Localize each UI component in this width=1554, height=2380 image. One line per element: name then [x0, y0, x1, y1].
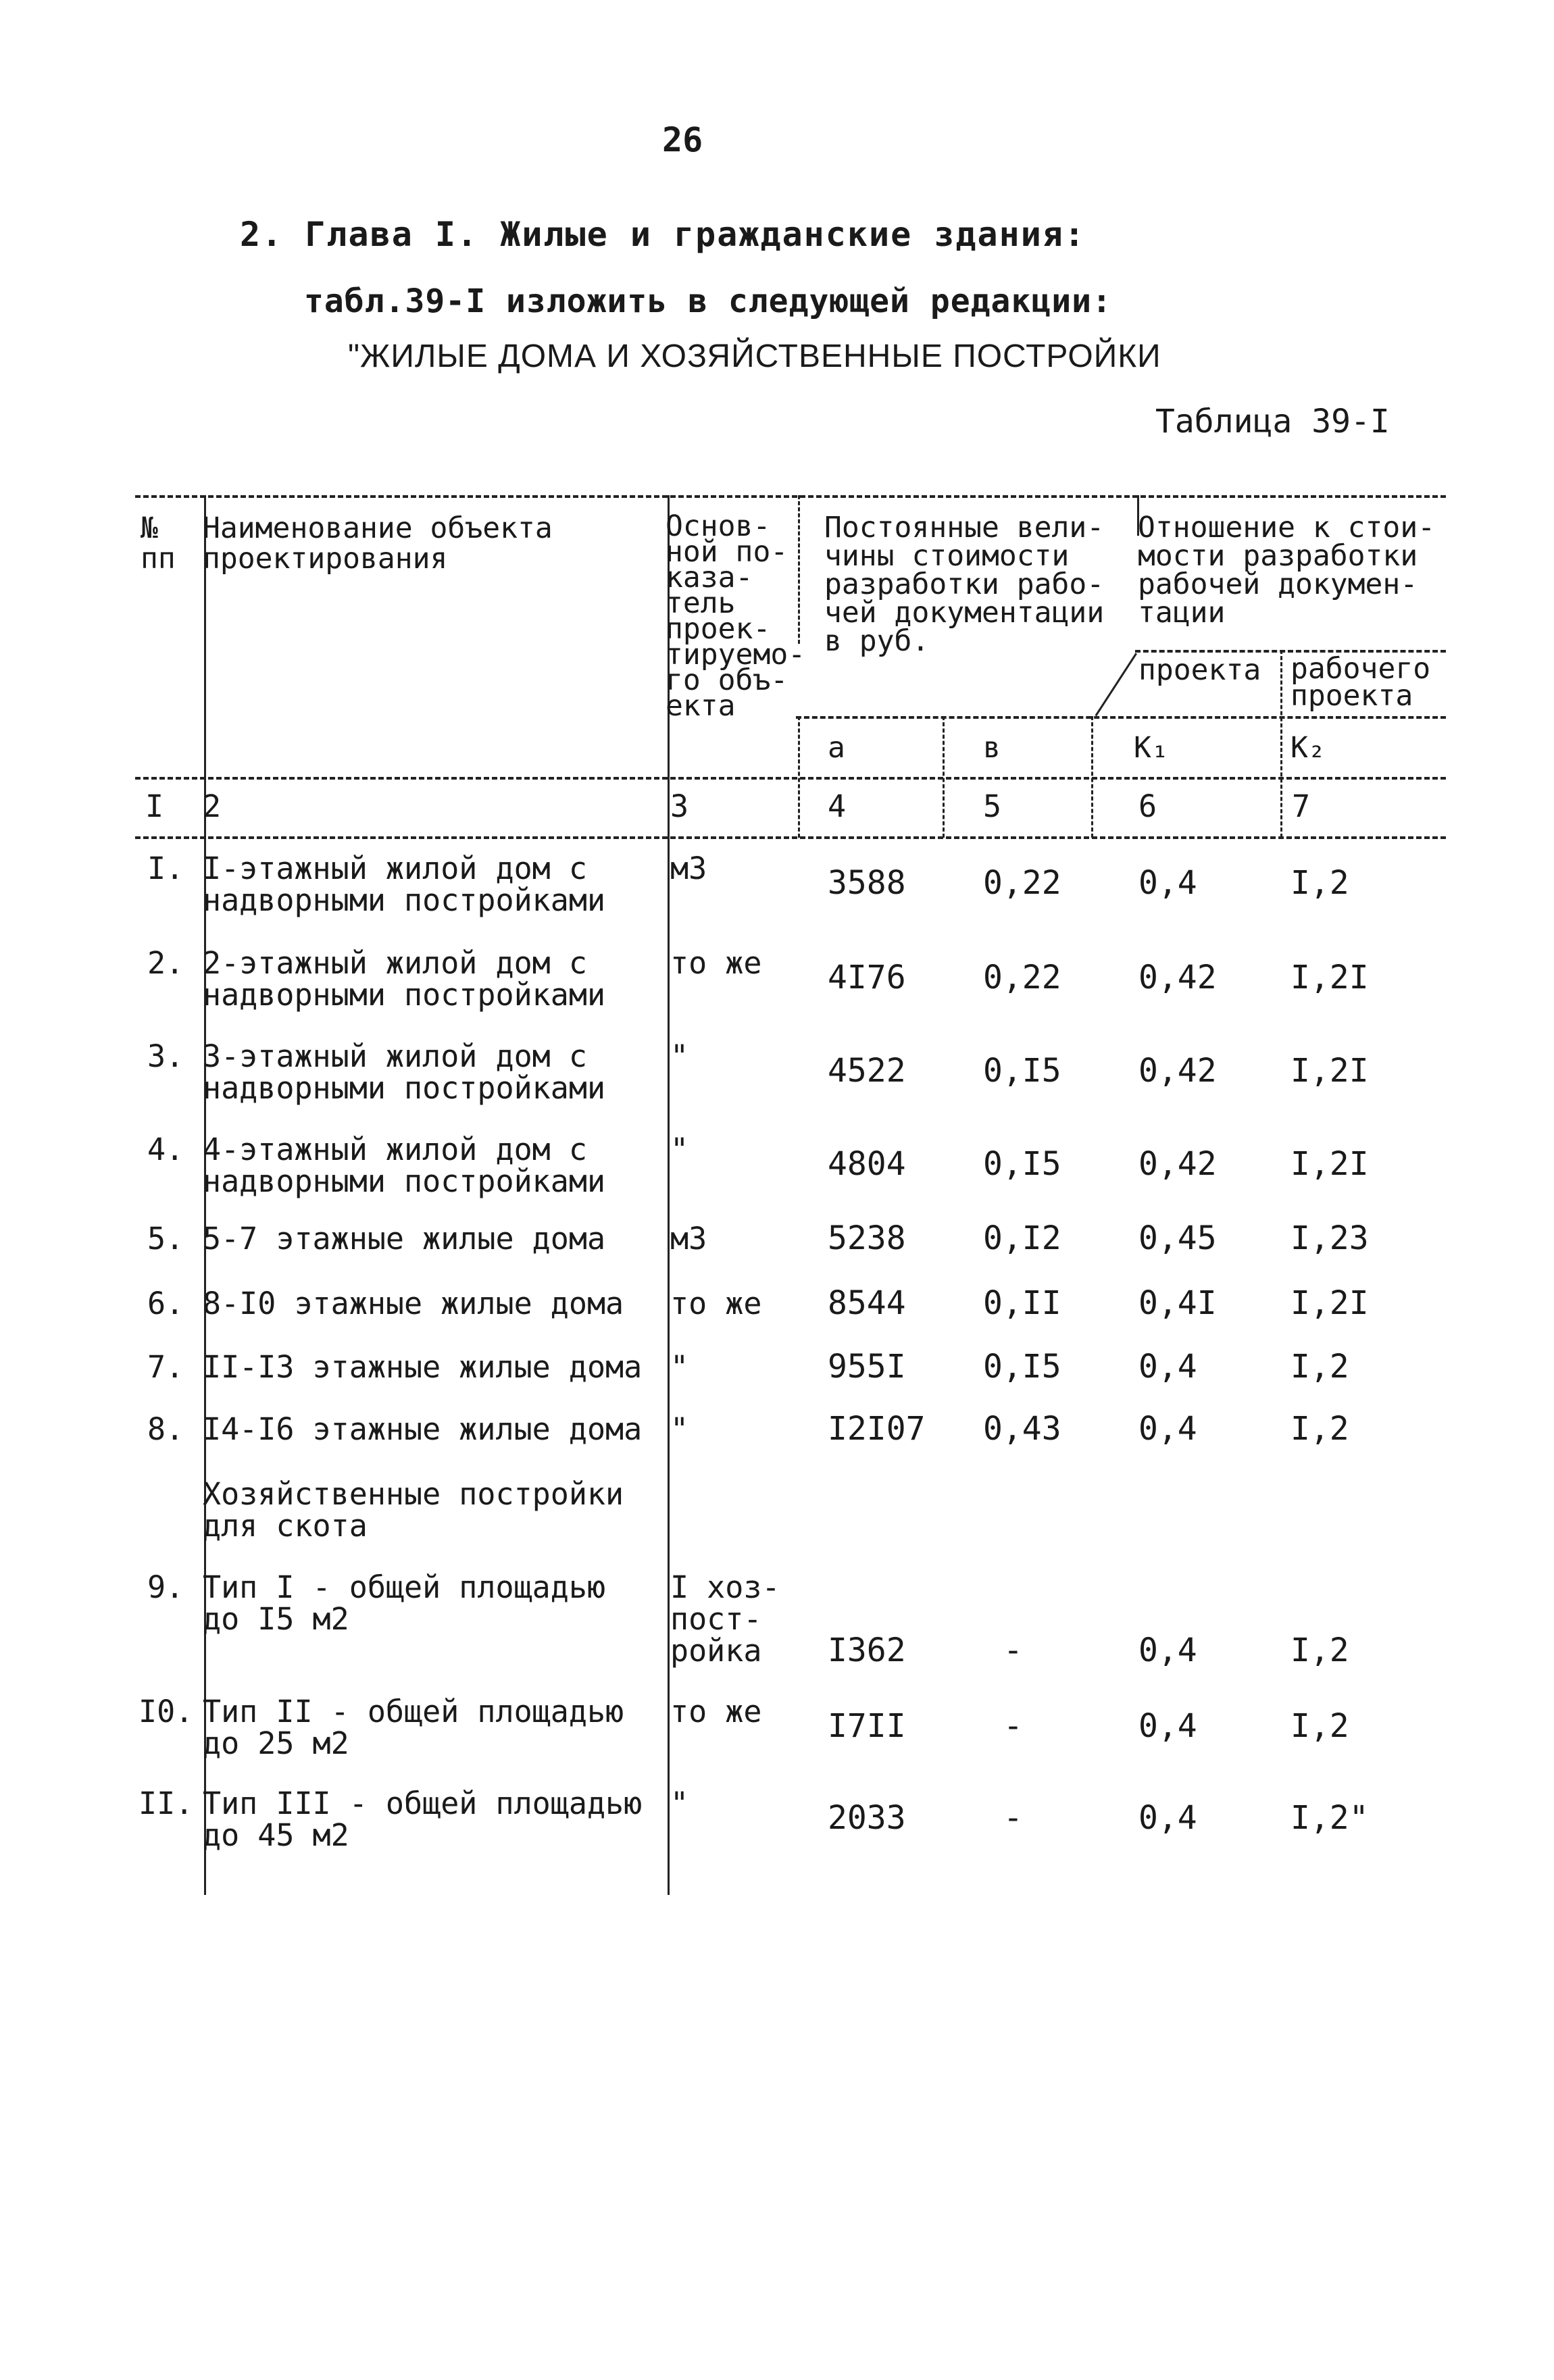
row-value-a: 4522	[828, 1052, 906, 1090]
row-number: I.	[147, 851, 184, 886]
row-value-k2: I,2	[1290, 1410, 1349, 1448]
header-num: № пп	[141, 511, 176, 576]
row-unit-line: то же	[670, 1694, 762, 1729]
row-name-line: Тип III - общей площадью	[203, 1786, 643, 1821]
row-value-k2: I,23	[1290, 1219, 1369, 1257]
row-value-k2: I,2I	[1290, 1145, 1369, 1183]
row-number: 8.	[147, 1411, 184, 1447]
row-name-line: Хозяйственные постройки	[203, 1476, 624, 1512]
row-value-k1: 0,4	[1138, 1707, 1197, 1745]
colnum-5: 5	[983, 788, 1002, 824]
row-value-a: 3588	[828, 864, 906, 902]
header-indicator: Основ- ной по- каза- тель проек- тируемо- го объ- екта	[666, 509, 806, 723]
row-unit-line: пост-	[670, 1601, 762, 1637]
row-unit-line: "	[670, 1411, 689, 1447]
row-value-b: 0,I5	[983, 1348, 1061, 1386]
row-name-line: II-I3 этажные жилые дома	[203, 1349, 643, 1385]
row-name-line: надворными постройками	[203, 1163, 606, 1199]
row-value-k2: I,2I	[1290, 1284, 1369, 1322]
row-value-k1: 0,4I	[1138, 1284, 1217, 1322]
row-value-b: 0,22	[983, 864, 1061, 902]
header-constants: Постоянные вели- чины стоимости разработки рабо- чей документации в руб.	[824, 511, 1105, 658]
row-number: I0.	[139, 1694, 194, 1729]
row-value-b: 0,II	[983, 1284, 1061, 1322]
row-unit-line: "	[670, 1349, 689, 1385]
row-name-line: Тип I - общей площадью	[203, 1569, 606, 1605]
colnum-3: 3	[670, 788, 689, 824]
header-bottom-rule	[135, 777, 1446, 780]
row-value-k1: 0,42	[1138, 959, 1217, 996]
row-value-k1: 0,45	[1138, 1219, 1217, 1257]
row-unit-line: I хоз-	[670, 1569, 780, 1605]
header-sub-b: в	[983, 731, 1001, 765]
row-value-k2: I,2	[1290, 1631, 1349, 1669]
row-value-k1: 0,4	[1138, 1631, 1197, 1669]
row-number: II.	[139, 1786, 194, 1821]
row-value-a: 5238	[828, 1219, 906, 1257]
row-unit-line: "	[670, 1038, 689, 1074]
col-divider-6	[1280, 650, 1282, 838]
header-diagonal	[1095, 653, 1137, 716]
row-name-line: до 25 м2	[203, 1725, 349, 1761]
row-value-a: 4I76	[828, 959, 906, 996]
row-value-k2: I,2	[1290, 1707, 1349, 1745]
row-number: 3.	[147, 1038, 184, 1074]
row-unit-line: то же	[670, 1286, 762, 1321]
row-value-b: 0,I5	[983, 1052, 1061, 1090]
row-value-k1: 0,42	[1138, 1052, 1217, 1090]
header-sub-project: проекта	[1138, 653, 1261, 687]
subheader-rule-mid	[796, 716, 1446, 719]
row-name-line: надворными постройками	[203, 977, 606, 1013]
row-value-a: I7II	[828, 1707, 906, 1745]
row-value-k1: 0,4	[1138, 1799, 1197, 1837]
colnum-1: I	[145, 788, 164, 824]
col-divider-7	[1091, 716, 1093, 838]
row-value-b: -	[1003, 1707, 1023, 1745]
header-sub-k2: K₂	[1290, 731, 1326, 765]
row-unit-line: м3	[670, 851, 707, 886]
col-divider-3-lower	[798, 716, 800, 838]
colnum-7: 7	[1292, 788, 1311, 824]
row-value-k1: 0,4	[1138, 1348, 1197, 1386]
row-value-b: 0,43	[983, 1410, 1061, 1448]
row-value-k1: 0,42	[1138, 1145, 1217, 1183]
row-value-a: I362	[828, 1631, 906, 1669]
header-sub-k1: K₁	[1134, 731, 1169, 765]
row-value-a: 4804	[828, 1145, 906, 1183]
colnum-2: 2	[203, 788, 222, 824]
row-name-line: 4-этажный жилой дом с	[203, 1132, 587, 1167]
row-name-line: надворными постройками	[203, 882, 606, 918]
row-value-k2: I,2	[1290, 1348, 1349, 1386]
row-value-a: 8544	[828, 1284, 906, 1322]
row-value-k2: I,2I	[1290, 1052, 1369, 1090]
row-value-b: 0,I5	[983, 1145, 1061, 1183]
row-number: 2.	[147, 945, 184, 981]
row-unit-line: м3	[670, 1221, 707, 1257]
row-value-b: -	[1003, 1631, 1023, 1669]
row-value-a: 2033	[828, 1799, 906, 1837]
colnum-bottom-rule	[135, 836, 1446, 839]
row-value-k2: I,2	[1290, 864, 1349, 902]
row-value-b: -	[1003, 1799, 1023, 1837]
row-value-k2: I,2I	[1290, 959, 1369, 996]
header-sub-a: а	[828, 731, 845, 765]
colnum-6: 6	[1138, 788, 1157, 824]
row-name-line: надворными постройками	[203, 1070, 606, 1106]
colnum-4: 4	[828, 788, 847, 824]
row-name-line: Тип II - общей площадью	[203, 1694, 624, 1729]
row-name-line: 8-I0 этажные жилые дома	[203, 1286, 624, 1321]
row-name-line: до I5 м2	[203, 1601, 349, 1637]
chapter-heading: 2. Глава I. Жилые и гражданские здания:	[240, 215, 1086, 254]
row-value-a: 955I	[828, 1348, 906, 1386]
section-title: "ЖИЛЫЕ ДОМА И ХОЗЯЙСТВЕННЫЕ ПОСТРОЙКИ	[348, 338, 1161, 374]
row-value-k1: 0,4	[1138, 1410, 1197, 1448]
row-name-line: I-этажный жилой дом с	[203, 851, 587, 886]
row-value-k2: I,2"	[1290, 1799, 1369, 1837]
header-sub-working: рабочего проекта	[1290, 652, 1431, 713]
row-name-line: 3-этажный жилой дом с	[203, 1038, 587, 1074]
row-value-b: 0,22	[983, 959, 1061, 996]
row-name-line: 2-этажный жилой дом с	[203, 945, 587, 981]
row-value-b: 0,I2	[983, 1219, 1061, 1257]
page-number: 26	[662, 120, 703, 159]
row-unit-line: "	[670, 1786, 689, 1821]
row-unit-line: "	[670, 1132, 689, 1167]
instruction-text: табл.39-I изложить в следующей редакции:	[304, 282, 1112, 320]
header-ratio: Отношение к стои- мости разработки рабочей докумен- тации	[1138, 511, 1436, 630]
table-label: Таблица 39-I	[1155, 403, 1390, 440]
row-name-line: 5-7 этажные жилые дома	[203, 1221, 606, 1257]
row-value-a: I2I07	[828, 1410, 926, 1448]
row-number: 7.	[147, 1349, 184, 1385]
table-top-rule	[135, 495, 1446, 498]
row-number: 6.	[147, 1286, 184, 1321]
header-name: Наименование объекта проектирования	[203, 511, 553, 576]
row-number: 4.	[147, 1132, 184, 1167]
row-unit-line: ройка	[670, 1633, 762, 1669]
row-number: 9.	[147, 1569, 184, 1605]
row-name-line: до 45 м2	[203, 1817, 349, 1853]
row-unit-line: то же	[670, 945, 762, 981]
row-number: 5.	[147, 1221, 184, 1257]
row-name-line: для скота	[203, 1508, 368, 1544]
col-divider-4	[943, 716, 945, 838]
row-value-k1: 0,4	[1138, 864, 1197, 902]
row-name-line: I4-I6 этажные жилые дома	[203, 1411, 643, 1447]
